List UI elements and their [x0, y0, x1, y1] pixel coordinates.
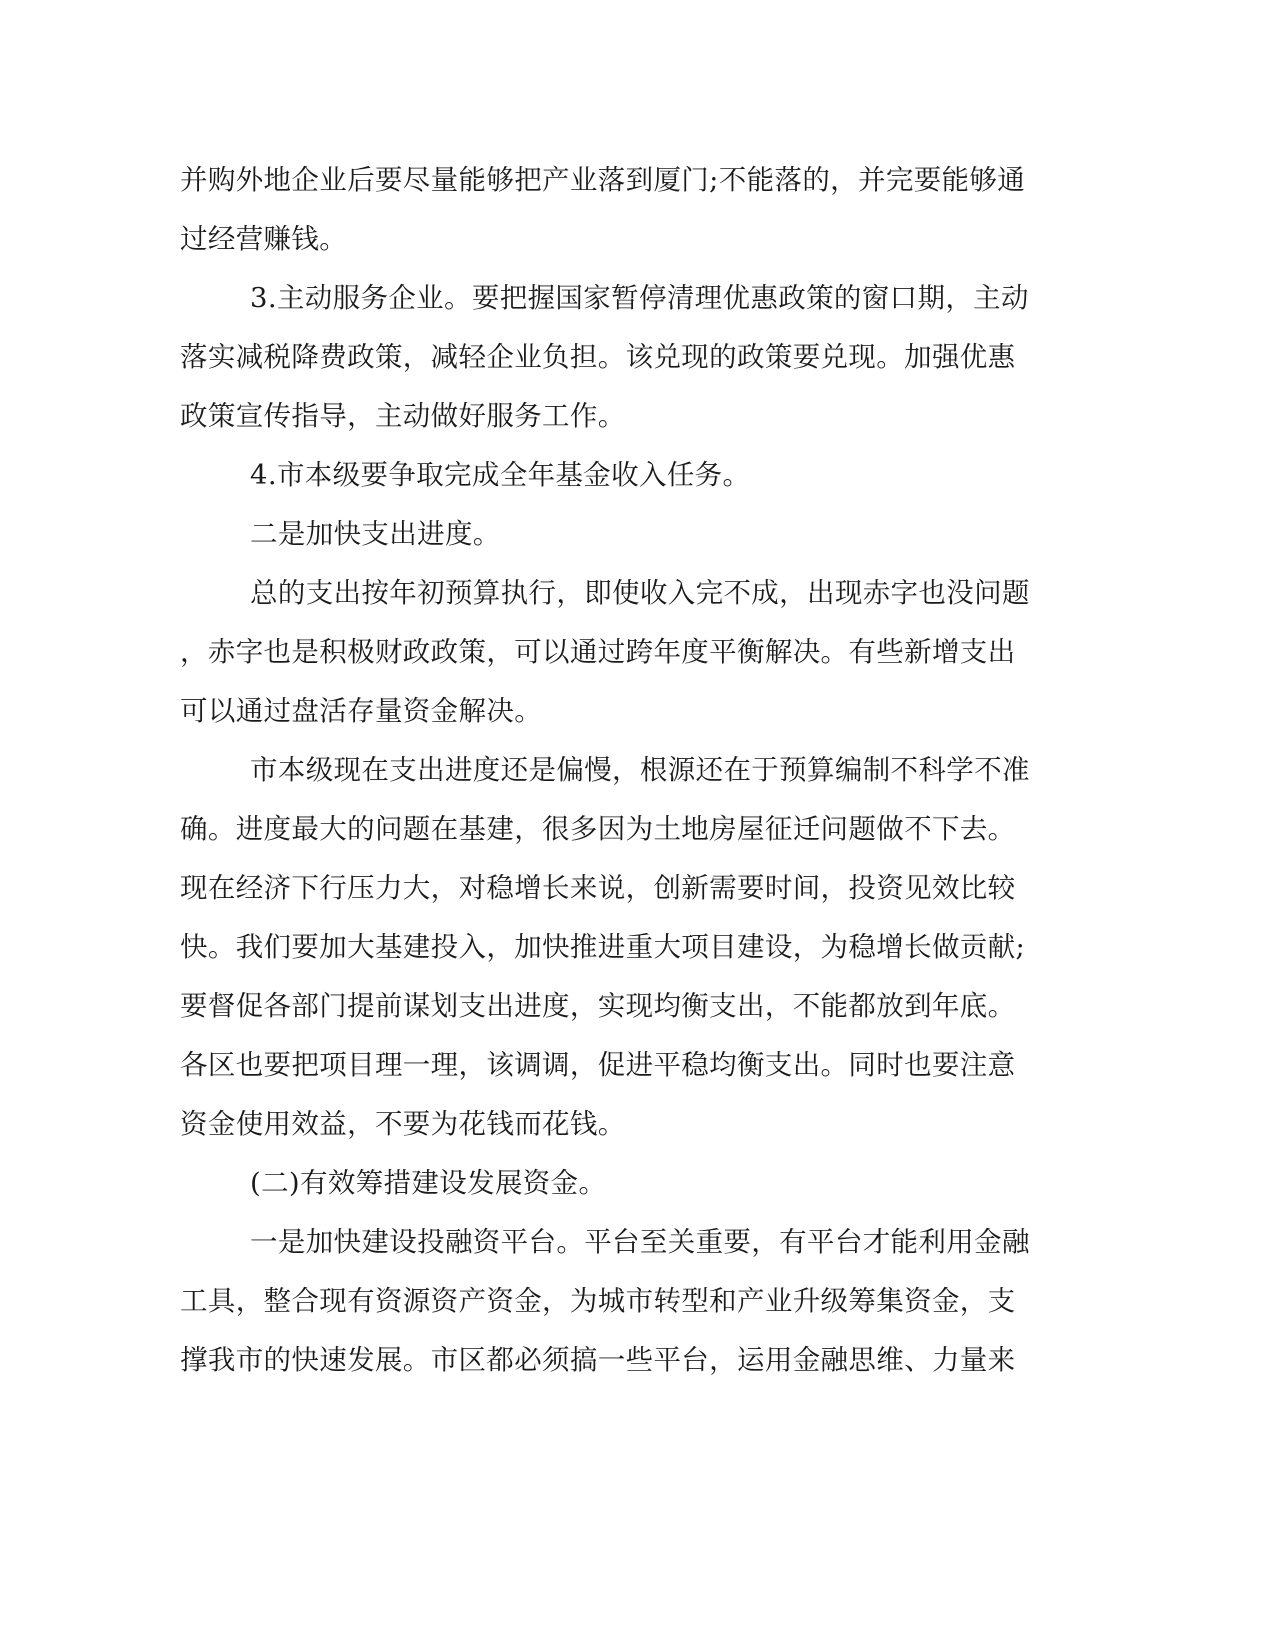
text-line: 并购外地企业后要尽量能够把产业落到厦门;不能落的，并完要能够通: [180, 164, 1026, 196]
text-line: 过经营赚钱。: [180, 223, 348, 255]
text-line: 可以通过盘活存量资金解决。: [180, 695, 543, 727]
text-line: ，赤字也是积极财政政策，可以通过跨年度平衡解决。有些新增支出: [180, 636, 1016, 668]
text-line: 要督促各部门提前谋划支出进度，实现均衡支出，不能都放到年底。: [180, 990, 1016, 1022]
text-line: 4.市本级要争取完成全年基金收入任务。: [250, 459, 751, 491]
text-line: 市本级现在支出进度还是偏慢，根源还在于预算编制不科学不准: [250, 754, 1030, 786]
text-line: 撑我市的快速发展。市区都必须搞一些平台，运用金融思维、力量来: [180, 1344, 1016, 1376]
text-line: 二是加快支出进度。: [250, 518, 501, 550]
section-heading: (二)有效筹措建设发展资金。: [250, 1167, 607, 1199]
text-line: 一是加快建设投融资平台。平台至关重要，有平台才能利用金融: [250, 1226, 1030, 1258]
text-line: 资金使用效益，不要为花钱而花钱。: [180, 1108, 626, 1140]
text-line: 现在经济下行压力大，对稳增长来说，创新需要时间，投资见效比较: [180, 872, 1016, 904]
text-line: 各区也要把项目理一理，该调调，促进平稳均衡支出。同时也要注意: [180, 1049, 1016, 1081]
text-line: 政策宣传指导，主动做好服务工作。: [180, 400, 626, 432]
text-line: 3.主动服务企业。要把握国家暂停清理优惠政策的窗口期，主动: [250, 282, 1029, 314]
text-line: 总的支出按年初预算执行，即使收入完不成，出现赤字也没问题: [250, 577, 1030, 609]
text-line: 确。进度最大的问题在基建，很多因为土地房屋征迁问题做不下去。: [180, 813, 1016, 845]
text-line: 落实减税降费政策，减轻企业负担。该兑现的政策要兑现。加强优惠: [180, 341, 1016, 373]
text-line: 工具，整合现有资源资产资金，为城市转型和产业升级筹集资金，支: [180, 1285, 1016, 1317]
text-line: 快。我们要加大基建投入，加快推进重大项目建设，为稳增长做贡献;: [180, 931, 1026, 963]
